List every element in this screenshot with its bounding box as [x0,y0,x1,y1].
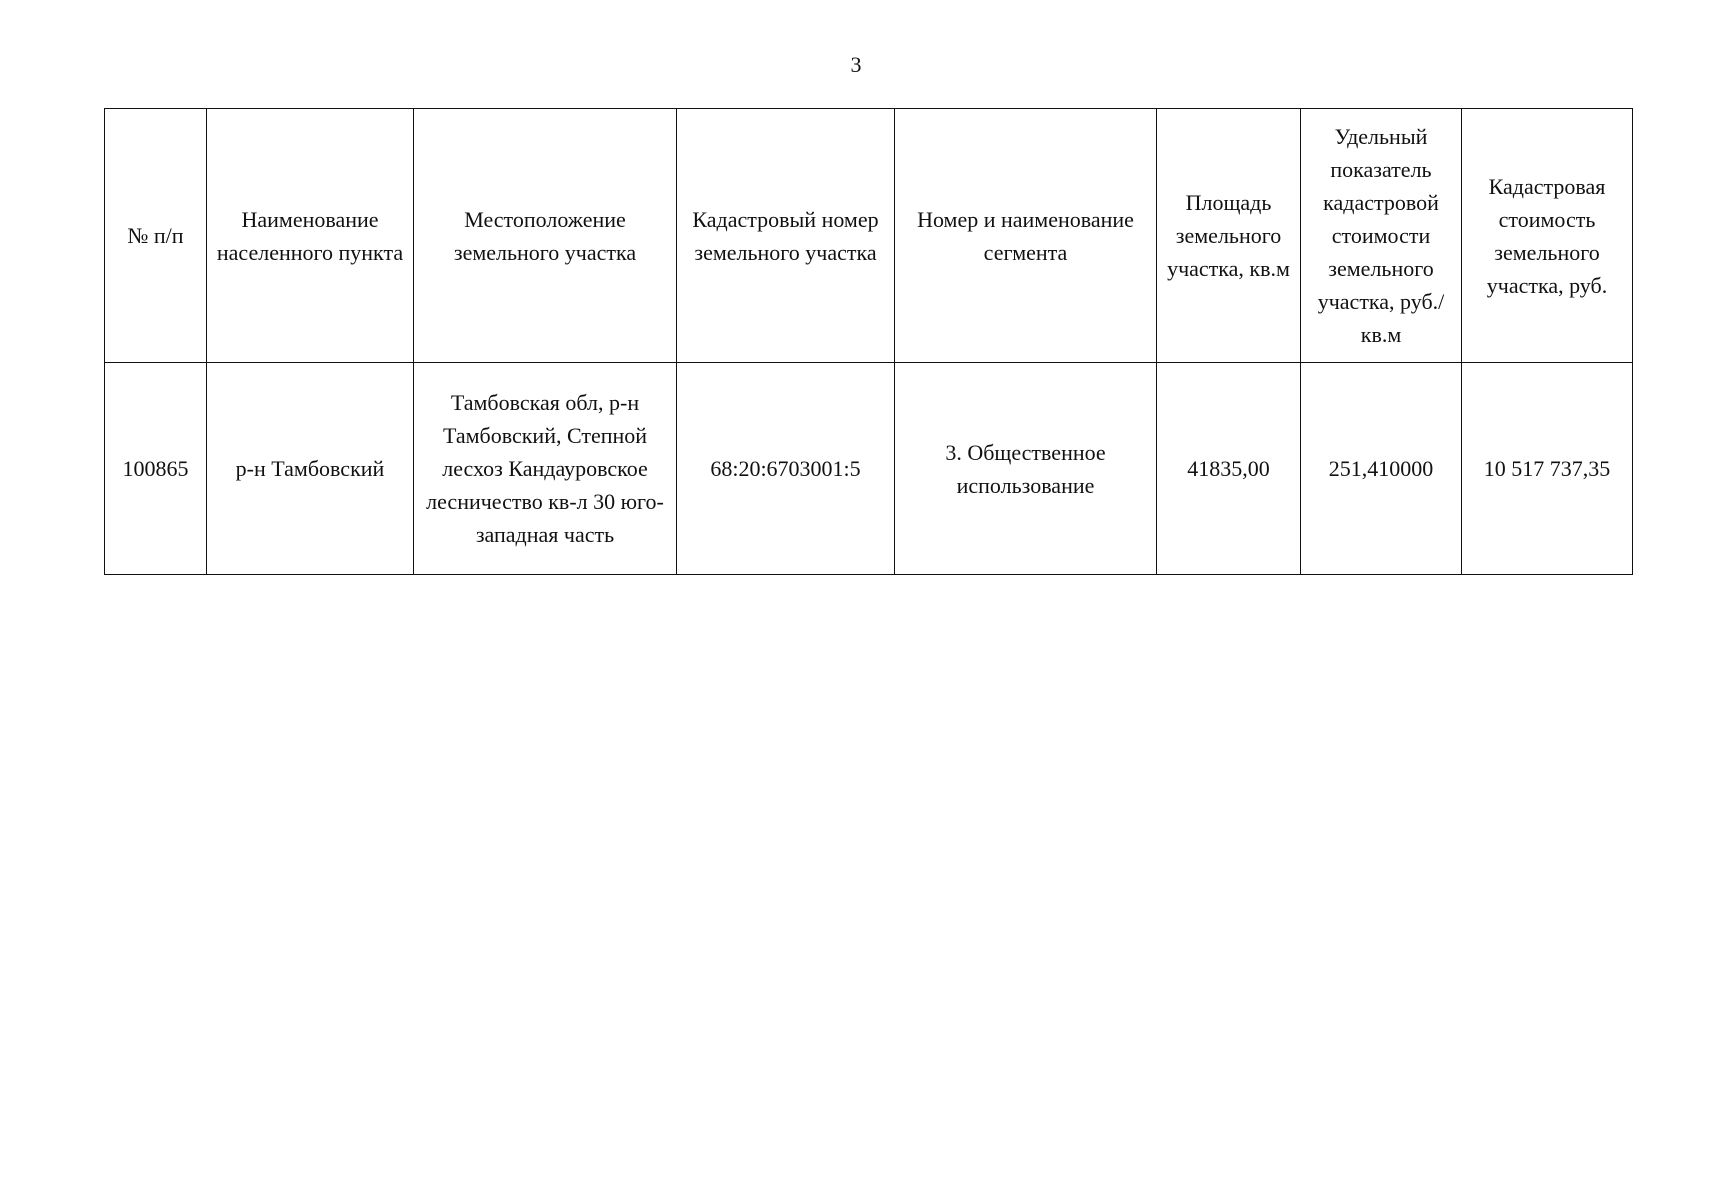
cell-land-plot-location: Тамбовская обл, р-н Тамбовский, Степной лесхоз Кандауровское лесничество кв-л 30 юго-западная часть [414,363,677,575]
header-cadastral-value: Кадастровая стоимость земельного участка, руб. [1462,109,1633,363]
header-segment: Номер и наименование сегмента [895,109,1157,363]
header-specific-cadastral-value: Удельный показатель кадастровой стоимости земельного участка, руб./кв.м [1301,109,1462,363]
header-area: Площадь земельного участка, кв.м [1157,109,1301,363]
table-row [105,363,1633,575]
cell-segment: 3. Общественное использование [895,363,1157,575]
cell-area: 41835,00 [1157,363,1301,575]
cell-settlement-name: р-н Тамбовский [207,363,414,575]
cell-row-number: 100865 [105,363,207,575]
header-cadastral-number: Кадастровый номер земельного участка [677,109,895,363]
header-row [105,109,1633,363]
cell-cadastral-value: 10 517 737,35 [1462,363,1633,575]
table-body [105,363,1633,575]
table-header [105,109,1633,363]
header-settlement-name: Наименование населенного пункта [207,109,414,363]
cadastral-value-table [104,108,1633,575]
page-number: 3 [850,52,862,77]
header-land-plot-location: Местоположение земельного участка [414,109,677,363]
header-row-number: № п/п [105,109,207,363]
cell-specific-cadastral-value: 251,410000 [1301,363,1462,575]
cell-cadastral-number: 68:20:6703001:5 [677,363,895,575]
